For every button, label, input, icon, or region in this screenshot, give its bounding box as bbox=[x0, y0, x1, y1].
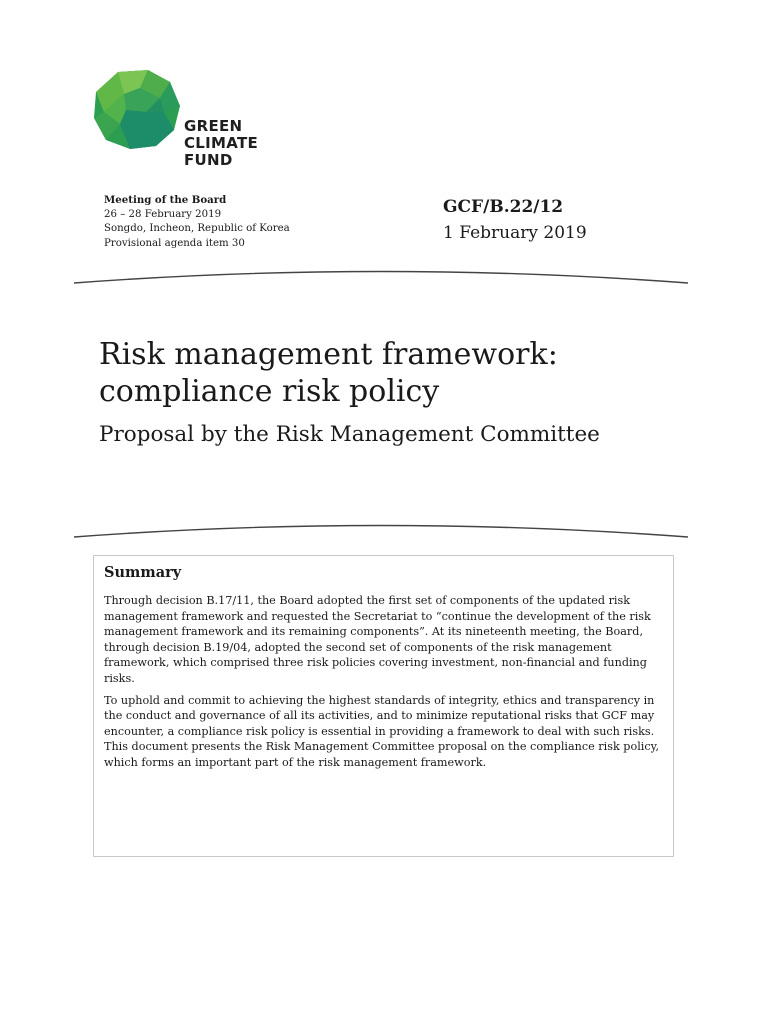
title-line-1: Risk management framework: bbox=[99, 337, 558, 372]
top-divider bbox=[72, 266, 690, 290]
document-reference bbox=[443, 194, 587, 246]
meeting-title: Meeting of the Board bbox=[104, 194, 227, 206]
meeting-location: Songdo, Incheon, Republic of Korea bbox=[104, 223, 290, 234]
logo-line-green: GREEN bbox=[184, 117, 243, 135]
green-climate-fund-globe-icon bbox=[90, 68, 182, 150]
summary-heading: Summary bbox=[104, 564, 182, 581]
meeting-info bbox=[104, 193, 290, 251]
bottom-divider bbox=[72, 520, 690, 544]
summary-box bbox=[93, 555, 674, 857]
logo-wordmark bbox=[184, 118, 258, 169]
page-subtitle: Proposal by the Risk Management Committee bbox=[99, 422, 600, 447]
logo-line-fund: FUND bbox=[184, 151, 233, 169]
meeting-agenda: Provisional agenda item 30 bbox=[104, 237, 245, 249]
summary-body bbox=[104, 593, 669, 777]
page-title bbox=[99, 336, 719, 410]
meeting-dates: 26 – 28 February 2019 bbox=[104, 208, 222, 220]
summary-paragraph: To uphold and commit to achieving the highest standards of integrity, ethics and transparency in the conduct and governance of all its activities, and to minimize reputational risks that GCF may encounter, a compliance risk policy is essential in providing a framework to deal with such risks. This document presents the Risk Management Committee proposal on the compliance risk policy, which forms an important part of the risk management framework. bbox=[104, 693, 660, 769]
document-date: 1 February 2019 bbox=[443, 223, 587, 243]
summary-paragraph: Through decision B.17/11, the Board adopted the first set of components of the updated risk management framework and requested the Secretariat to “continue the development of the risk management framework and its remaining components”. At its nineteenth meeting, the Board, through decision B.19/04, adopted the second set of components of the risk management framework, which comprised three risk policies covering investment, non-financial and funding risks. bbox=[104, 594, 651, 685]
document-code: GCF/B.22/12 bbox=[443, 197, 564, 217]
title-line-2: compliance risk policy bbox=[99, 374, 440, 409]
logo-line-climate: CLIMATE bbox=[184, 134, 259, 152]
